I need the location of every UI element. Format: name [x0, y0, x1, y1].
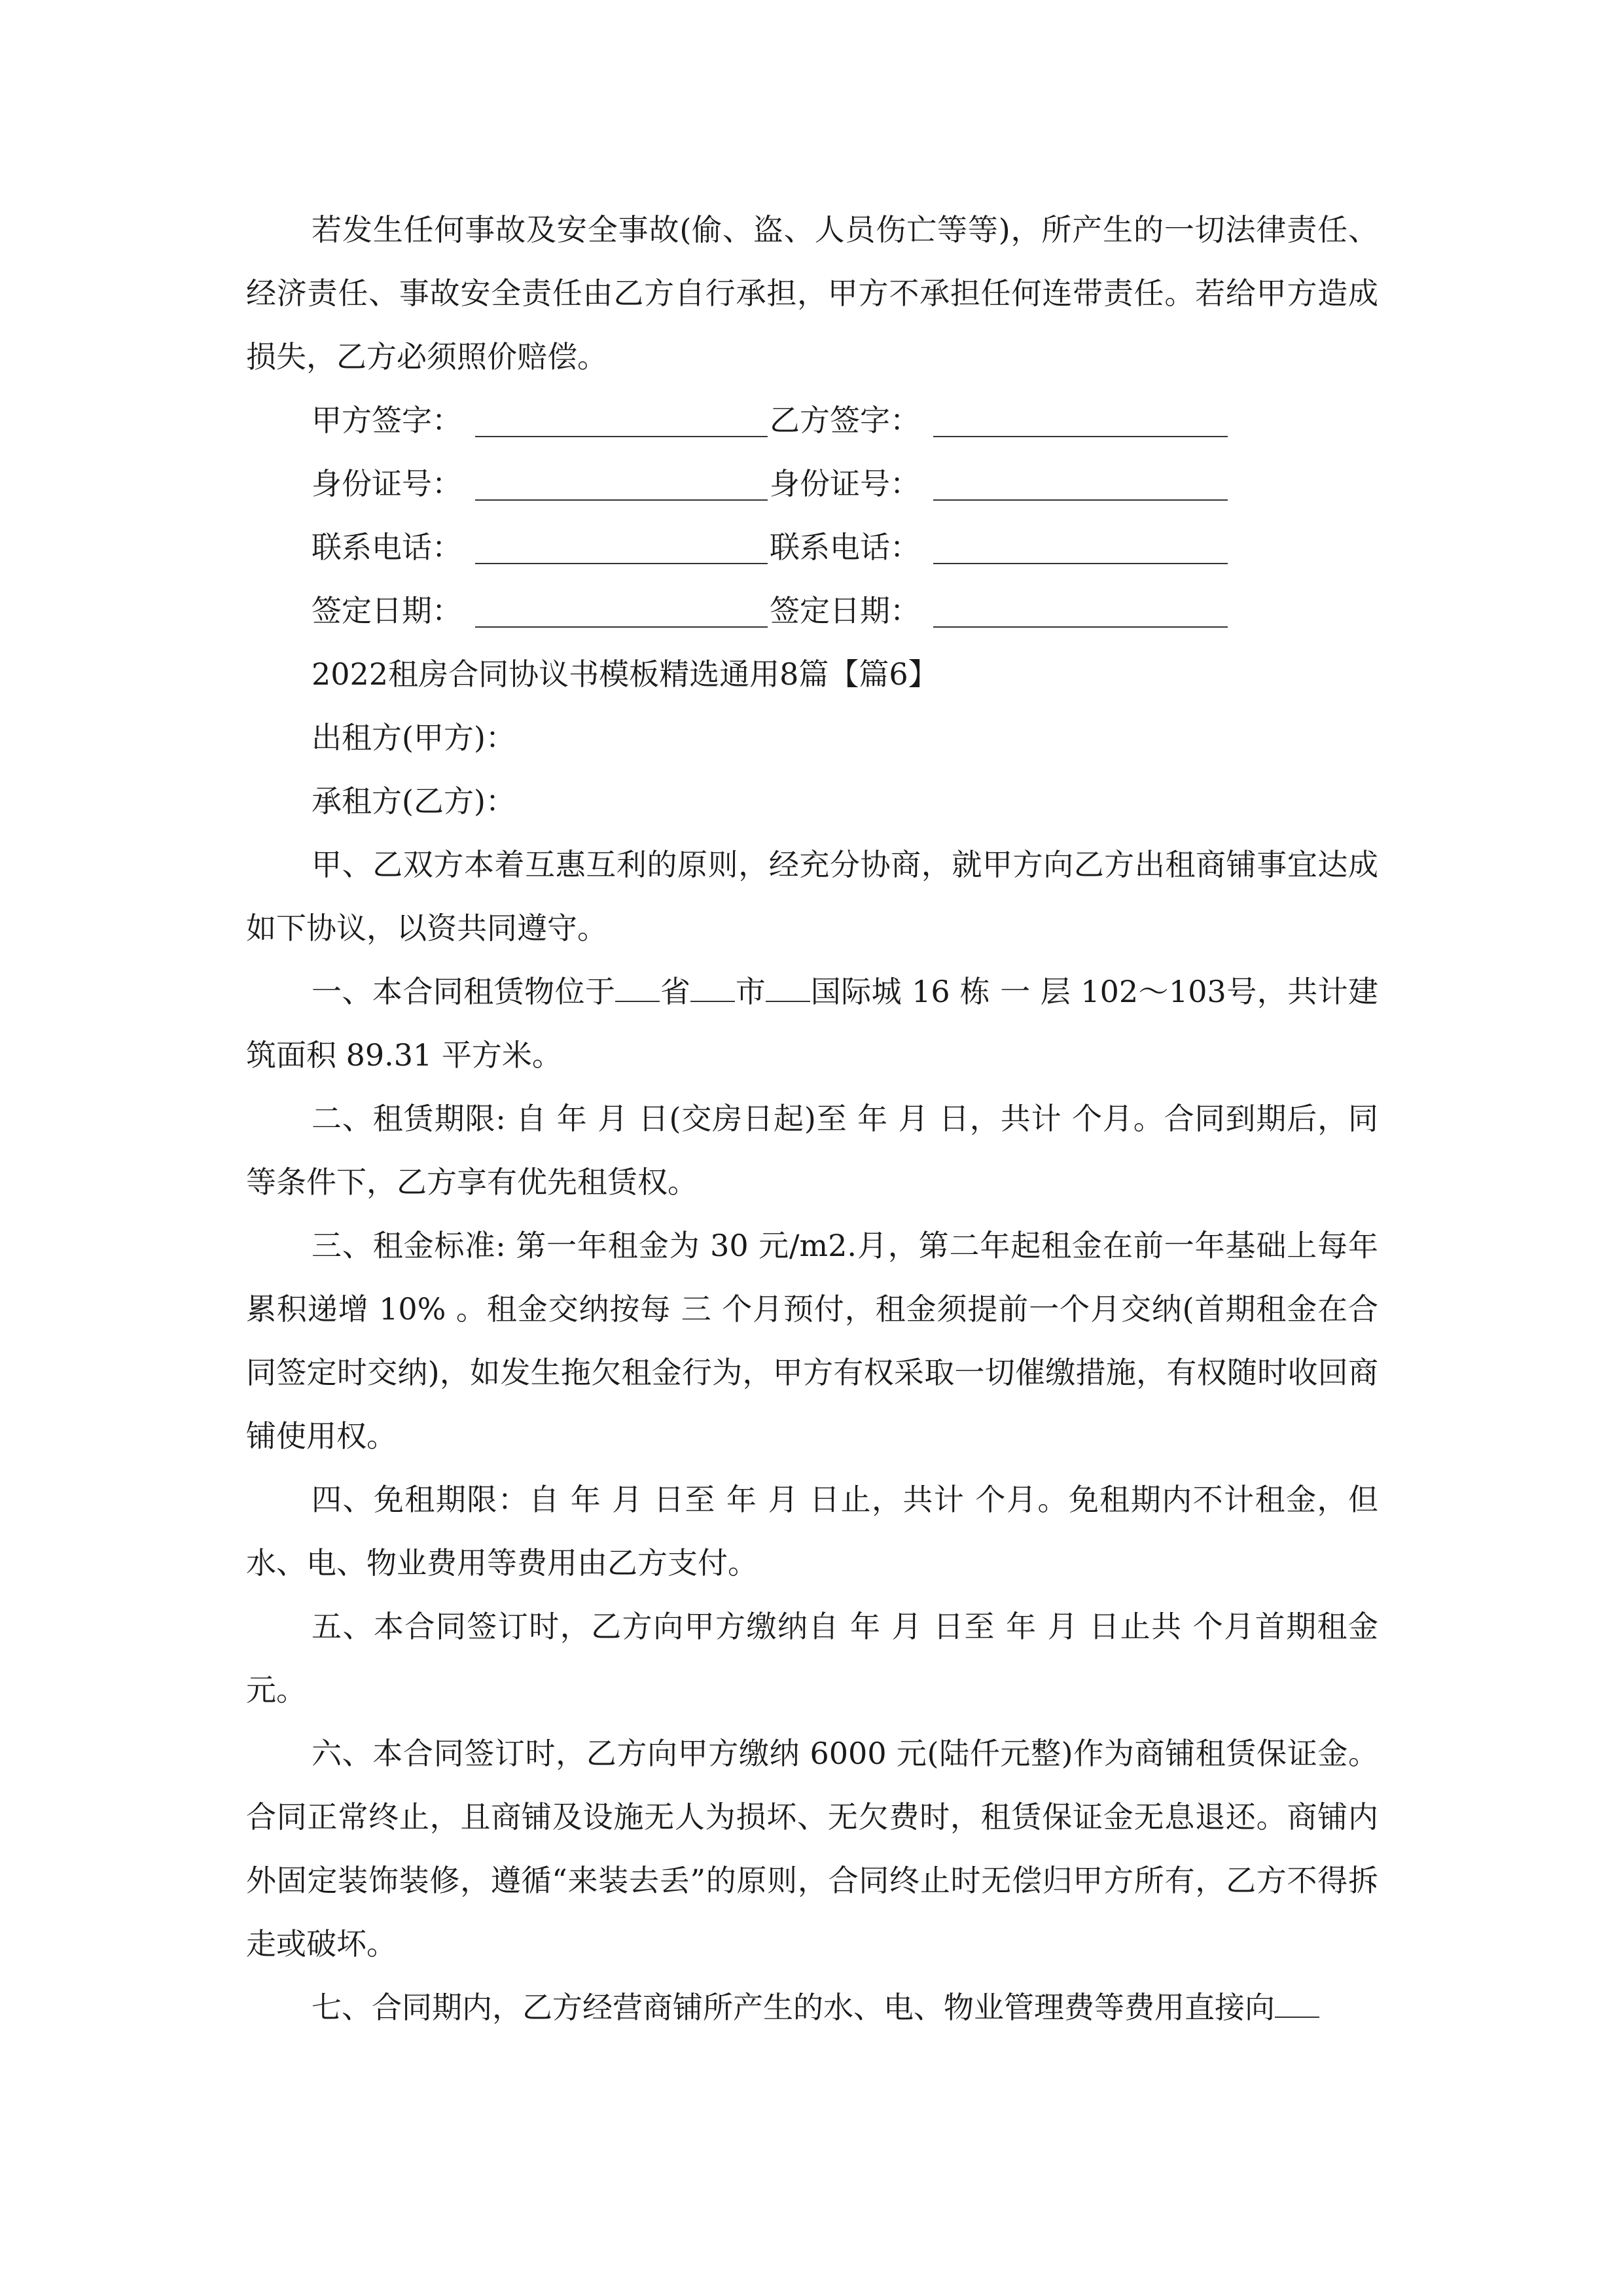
liability-paragraph: 若发生任何事故及安全事故(偷、盗、人员伤亡等等)，所产生的一切法律责任、经济责任、事故安全责任由乙方自行承担，甲方不承担任何连带责任。若给甲方造成损失，乙方必须照价赔偿。 — [246, 212, 1378, 374]
signature-row — [312, 389, 1378, 452]
signature-label-party-a: 甲方签字： — [312, 403, 462, 438]
signature-blank-party-a — [475, 436, 768, 437]
clause-1 — [246, 960, 1378, 1087]
id-label-party-b: 身份证号： — [770, 466, 920, 501]
phone-blank-party-a — [475, 563, 768, 564]
date-blank-party-a — [475, 626, 768, 628]
date-row — [312, 579, 1378, 643]
id-blank-party-a — [475, 499, 768, 501]
signature-blank-party-b — [933, 436, 1228, 437]
clause-1-text-c: 市 — [735, 974, 766, 1009]
lessor-line: 出租方(甲方)： — [312, 720, 516, 755]
clause-7 — [246, 1976, 1378, 2039]
clause-5: 五、本合同签订时，乙方向甲方缴纳自 年 月 日至 年 月 日止共 个月首期租金 元。 — [246, 1609, 1378, 1708]
phone-label-party-a: 联系电话： — [312, 529, 462, 565]
id-blank-party-b — [933, 499, 1228, 501]
phone-row — [312, 516, 1378, 579]
clause-3: 三、租金标准: 第一年租金为 30 元/m2.月，第二年起租金在前一年基础上每年累积递增 10% 。租金交纳按每 三 个月预付，租金须提前一个月交纳(首期租金在合同签定时交纳)，如发生拖欠租金行为，甲方有权采取一切催缴措施，有权随时收回商铺使用权。 — [246, 1228, 1378, 1454]
date-label-party-b: 签定日期： — [770, 593, 920, 628]
section-title: 2022租房合同协议书模板精选通用8篇【篇6】 — [312, 656, 938, 692]
blank-payee — [1275, 1992, 1319, 2018]
clause-1-text-d: 国际城 16 栋 一 层 102～103号，共计建筑面积 89.31 平方米。 — [246, 974, 1379, 1073]
phone-label-party-b: 联系电话： — [770, 529, 920, 565]
date-blank-party-b — [933, 626, 1228, 628]
lessee-line: 承租方(乙方)： — [312, 783, 516, 819]
preamble-paragraph: 甲、乙双方本着互惠互利的原则，经充分协商，就甲方向乙方出租商铺事宜达成如下协议，以资共同遵守。 — [246, 847, 1378, 946]
id-label-party-a: 身份证号： — [312, 466, 462, 501]
blank-province — [615, 976, 660, 1002]
clause-4: 四、免租期限：自 年 月 日至 年 月 日止，共计 个月。免租期内不计租金，但水、电、物业费用等费用由乙方支付。 — [246, 1482, 1378, 1581]
blank-city — [690, 976, 735, 1002]
id-number-row — [312, 452, 1378, 516]
signature-label-party-b: 乙方签字： — [770, 403, 920, 438]
clause-6: 六、本合同签订时，乙方向甲方缴纳 6000 元(陆仟元整)作为商铺租赁保证金。合同正常终止，且商铺及设施无人为损坏、无欠费时，租赁保证金无息退还。商铺内外固定装饰装修，遵循“来装去丢”的原则，合同终止时无偿归甲方所有，乙方不得拆走或破坏。 — [246, 1736, 1378, 1962]
clause-2: 二、租赁期限: 自 年 月 日(交房日起)至 年 月 日，共计 个月。合同到期后，同等条件下，乙方享有优先租赁权。 — [246, 1101, 1378, 1200]
blank-district — [766, 976, 810, 1002]
clause-1-text-b: 省 — [660, 974, 691, 1009]
phone-blank-party-b — [933, 563, 1228, 564]
clause-1-text-a: 一、本合同租赁物位于 — [312, 974, 616, 1009]
clause-7-text: 七、合同期内，乙方经营商铺所产生的水、电、物业管理费等费用直接向 — [312, 1990, 1275, 2025]
date-label-party-a: 签定日期： — [312, 593, 462, 628]
